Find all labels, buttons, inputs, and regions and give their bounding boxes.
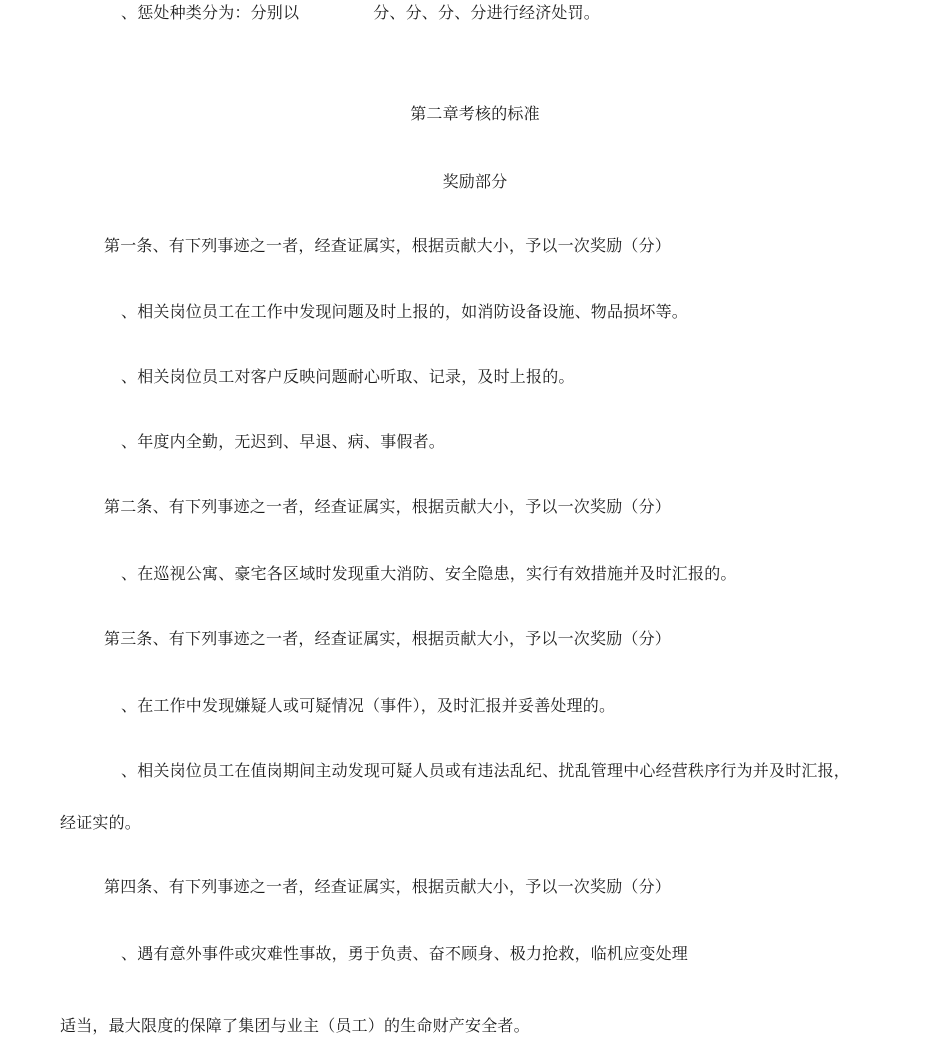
article-1-item-3: 、年度内全勤，无迟到、早退、病、事假者。 bbox=[121, 432, 446, 451]
article-1-item-2: 、相关岗位员工对客户反映问题耐心听取、记录，及时上报的。 bbox=[121, 367, 575, 386]
chapter-title: 第二章考核的标准 bbox=[410, 104, 540, 123]
article-1-item-1: 、相关岗位员工在工作中发现问题及时上报的，如消防设备设施、物品损坏等。 bbox=[121, 302, 689, 321]
section-title: 奖励部分 bbox=[442, 172, 508, 191]
penalty-types-text-start: 、惩处种类分为：分别以 bbox=[121, 3, 300, 22]
article-3-item-2-line-2: 经证实的。 bbox=[60, 813, 142, 832]
article-3-item-1: 、在工作中发现嫌疑人或可疑情况（事件），及时汇报并妥善处理的。 bbox=[121, 696, 616, 715]
article-2-item-1: 、在巡视公寓、豪宅各区域时发现重大消防、安全隐患，实行有效措施并及时汇报的。 bbox=[121, 564, 737, 583]
article-3-heading: 第三条、有下列事迹之一者，经查证属实，根据贡献大小，予以一次奖励（分） bbox=[104, 629, 672, 648]
article-4-item-1-line-1: 、遇有意外事件或灾难性事故，勇于负责、奋不顾身、极力抢救，临机应变处理 bbox=[121, 944, 689, 963]
article-3-item-2-line-1: 、相关岗位员工在值岗期间主动发现可疑人员或有违法乱纪、扰乱管理中心经营秩序行为并及时汇报， bbox=[121, 761, 851, 780]
article-4-item-1-line-2: 适当，最大限度的保障了集团与业主（员工）的生命财产安全者。 bbox=[60, 1016, 530, 1035]
article-4-heading: 第四条、有下列事迹之一者，经查证属实，根据贡献大小，予以一次奖励（分） bbox=[104, 877, 672, 896]
penalty-types-line bbox=[121, 3, 600, 23]
article-2-heading: 第二条、有下列事迹之一者，经查证属实，根据贡献大小，予以一次奖励（分） bbox=[104, 497, 672, 516]
article-1-heading: 第一条、有下列事迹之一者，经查证属实，根据贡献大小，予以一次奖励（分） bbox=[104, 236, 672, 255]
penalty-types-text-end: 分、分、分、分进行经济处罚。 bbox=[373, 3, 601, 22]
